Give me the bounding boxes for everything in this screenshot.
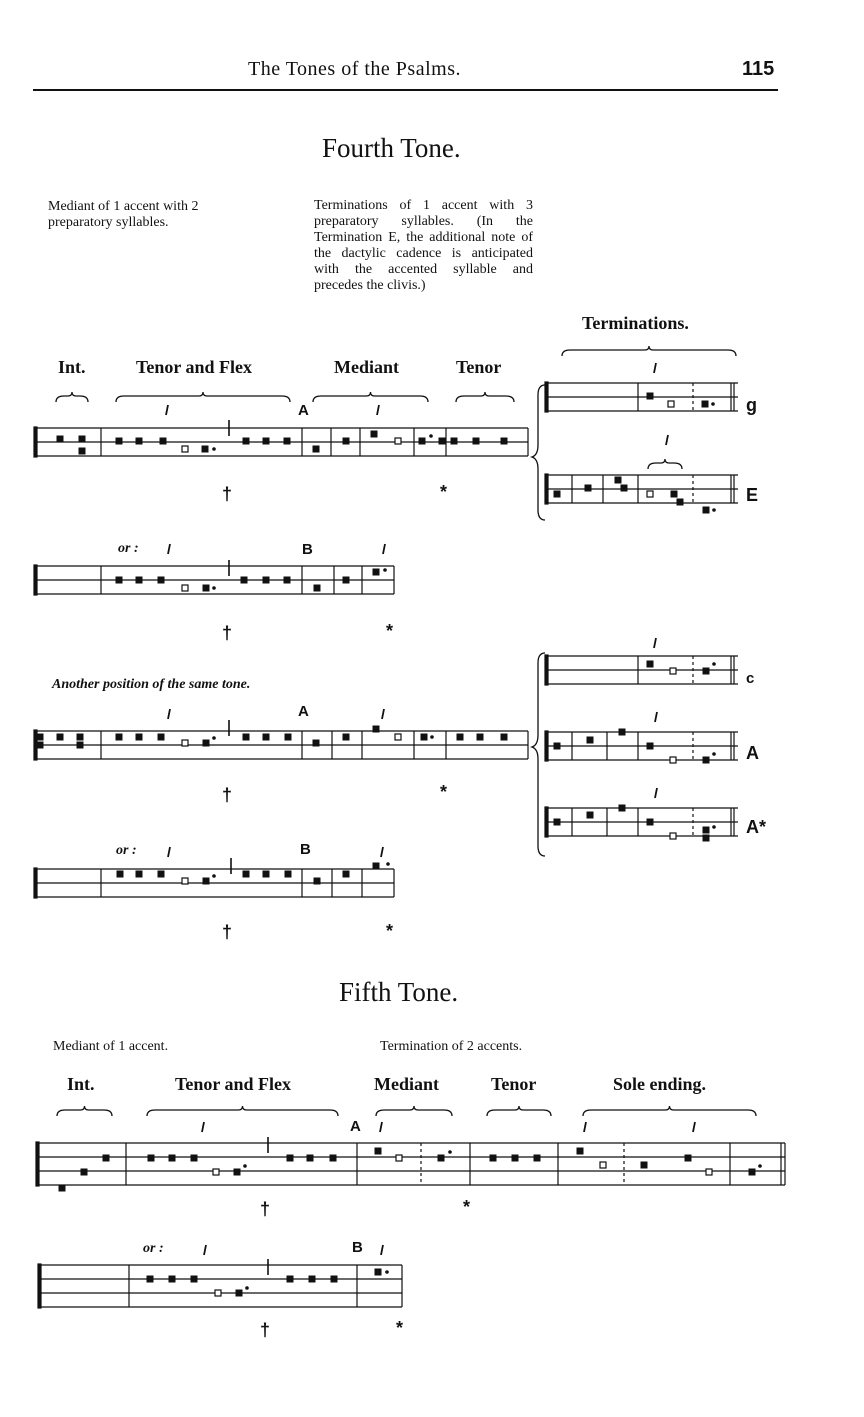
open-note: [213, 1169, 219, 1175]
fifth-asterisk-1: *: [463, 1197, 471, 1217]
termination-c: c: [746, 670, 755, 687]
open-note: [215, 1290, 221, 1296]
note: [243, 734, 249, 740]
note: [677, 499, 683, 505]
terminations-brace: [532, 385, 545, 520]
note: [202, 446, 208, 452]
bracket: [562, 346, 736, 356]
note: [59, 1185, 65, 1191]
accent-mark: [584, 1122, 586, 1132]
note: [702, 401, 708, 407]
accent-mark: [666, 435, 668, 445]
fifth-or: or :: [143, 1241, 164, 1256]
bracket: [487, 1106, 551, 1116]
open-note: [706, 1169, 712, 1175]
note: [619, 729, 625, 735]
note: [116, 577, 122, 583]
accent-mark: [654, 363, 656, 373]
clef: [34, 565, 37, 595]
note: [457, 734, 463, 740]
fourth-mediant-note-text: Mediant of 1 accent with 2 preparatory syllables.: [48, 199, 199, 230]
bracket: [313, 392, 428, 402]
note: [234, 1169, 240, 1175]
note: [749, 1169, 755, 1175]
note: [147, 1276, 153, 1282]
clef: [545, 474, 548, 504]
accent-mark: [168, 709, 170, 719]
clef: [34, 427, 37, 457]
note: [158, 577, 164, 583]
note: [263, 577, 269, 583]
open-note: [668, 401, 674, 407]
note: [263, 734, 269, 740]
note: [577, 1148, 583, 1154]
accent-mark: [202, 1122, 204, 1132]
note: [158, 734, 164, 740]
note: [307, 1155, 313, 1161]
bracket: [456, 392, 514, 402]
accent-mark: [204, 1245, 206, 1255]
note: [148, 1155, 154, 1161]
note: [263, 438, 269, 444]
dot: [213, 587, 216, 590]
accent-mark: [383, 544, 385, 554]
note: [203, 585, 209, 591]
bracket: [376, 1106, 452, 1116]
note: [203, 878, 209, 884]
fifth-marker-a: A: [350, 1118, 361, 1135]
note: [647, 819, 653, 825]
fourth-marker-a1: A: [298, 402, 309, 419]
note: [587, 737, 593, 743]
note: [419, 438, 425, 444]
fifth-mediant-note: Mediant of 1 accent.: [53, 1039, 169, 1054]
dot: [713, 753, 716, 756]
dot: [384, 569, 387, 572]
note: [203, 740, 209, 746]
fourth-int-label: Int.: [58, 357, 86, 377]
accent-mark: [655, 712, 657, 722]
dot: [386, 1271, 389, 1274]
note: [703, 827, 709, 833]
clef: [545, 655, 548, 685]
clef: [545, 807, 548, 837]
open-note: [647, 491, 653, 497]
bracket: [57, 1106, 112, 1116]
open-note: [670, 833, 676, 839]
termination-a: A: [746, 743, 759, 763]
note: [685, 1155, 691, 1161]
fifth-asterisk-2: *: [396, 1318, 404, 1338]
clef: [545, 382, 548, 412]
clef: [34, 868, 37, 898]
open-note: [670, 668, 676, 674]
note: [116, 734, 122, 740]
note: [439, 438, 445, 444]
note: [243, 871, 249, 877]
note: [371, 431, 377, 437]
fifth-dagger-2: †: [260, 1320, 271, 1340]
dot: [244, 1165, 247, 1168]
dot: [431, 736, 434, 739]
note: [191, 1276, 197, 1282]
note: [117, 871, 123, 877]
note: [103, 1155, 109, 1161]
accent-mark: [166, 405, 168, 415]
fourth-terminations-label: Terminations.: [582, 313, 689, 333]
dot: [713, 826, 716, 829]
note: [619, 805, 625, 811]
dot: [449, 1151, 452, 1154]
open-note: [670, 757, 676, 763]
page-number: 115: [742, 58, 775, 80]
note: [136, 734, 142, 740]
note: [451, 438, 457, 444]
open-note: [395, 438, 401, 444]
accent-mark: [381, 1245, 383, 1255]
note: [37, 734, 43, 740]
note: [241, 577, 247, 583]
fourth-or-1: or :: [118, 541, 139, 556]
dot: [713, 509, 716, 512]
fourth-asterisk-3: *: [440, 782, 448, 802]
open-note: [395, 734, 401, 740]
clef: [36, 1142, 39, 1186]
note: [57, 436, 63, 442]
termination-e: E: [746, 485, 759, 505]
note: [136, 871, 142, 877]
fourth-asterisk-4: *: [386, 921, 394, 941]
note: [136, 438, 142, 444]
fifth-termination-note: Termination of 2 accents.: [380, 1039, 523, 1054]
note: [554, 819, 560, 825]
note: [703, 835, 709, 841]
note: [373, 863, 379, 869]
note: [284, 438, 290, 444]
note: [587, 812, 593, 818]
note: [477, 734, 483, 740]
open-note: [182, 878, 188, 884]
fourth-asterisk-1: *: [440, 482, 448, 502]
bracket: [147, 1106, 338, 1116]
termination-g: g: [746, 395, 757, 415]
fifth-tenor-flex-label: Tenor and Flex: [175, 1074, 292, 1094]
note: [79, 436, 85, 442]
note: [647, 661, 653, 667]
dot: [712, 403, 715, 406]
note: [343, 871, 349, 877]
fourth-marker-a2: A: [298, 703, 309, 720]
dot: [213, 875, 216, 878]
fifth-tone-title: Fifth Tone.: [339, 977, 459, 1007]
fourth-or-2: or :: [116, 843, 137, 858]
note: [313, 446, 319, 452]
fifth-marker-b: B: [352, 1239, 363, 1256]
bracket: [648, 459, 682, 469]
note: [473, 438, 479, 444]
fourth-tone-title: Fourth Tone.: [322, 133, 461, 163]
dot: [246, 1287, 249, 1290]
note: [313, 740, 319, 746]
open-note: [182, 446, 188, 452]
note: [703, 507, 709, 513]
clef: [545, 731, 548, 761]
note: [314, 878, 320, 884]
note: [57, 734, 63, 740]
fourth-dagger-3: †: [222, 785, 233, 805]
bracket: [56, 392, 88, 402]
accent-mark: [168, 847, 170, 857]
note: [158, 871, 164, 877]
note: [373, 569, 379, 575]
note: [647, 743, 653, 749]
note: [554, 491, 560, 497]
note: [287, 1155, 293, 1161]
note: [331, 1276, 337, 1282]
fourth-tenor-label: Tenor: [456, 357, 502, 377]
note: [285, 871, 291, 877]
note: [343, 438, 349, 444]
fourth-asterisk-2: *: [386, 621, 394, 641]
note: [79, 448, 85, 454]
fourth-marker-b1: B: [302, 541, 313, 558]
accent-mark: [655, 788, 657, 798]
fourth-mediant-label: Mediant: [334, 357, 399, 377]
dot: [213, 448, 216, 451]
note: [671, 491, 677, 497]
fifth-dagger-1: †: [260, 1199, 271, 1219]
note: [287, 1276, 293, 1282]
note: [554, 743, 560, 749]
bracket: [583, 1106, 756, 1116]
accent-mark: [693, 1122, 695, 1132]
open-note: [182, 740, 188, 746]
clef: [38, 1264, 41, 1308]
note: [330, 1155, 336, 1161]
note: [373, 726, 379, 732]
note: [501, 734, 507, 740]
open-note: [600, 1162, 606, 1168]
note: [585, 485, 591, 491]
note: [236, 1290, 242, 1296]
dot: [713, 663, 716, 666]
note: [375, 1148, 381, 1154]
note: [314, 585, 320, 591]
termination-a-star: A*: [746, 817, 767, 837]
terminations-brace-2: [532, 653, 545, 856]
note: [263, 871, 269, 877]
note: [438, 1155, 444, 1161]
dot: [213, 737, 216, 740]
note: [641, 1162, 647, 1168]
note: [309, 1276, 315, 1282]
note: [703, 668, 709, 674]
fourth-dagger-1: †: [222, 484, 233, 504]
note: [615, 477, 621, 483]
note: [490, 1155, 496, 1161]
running-title: The Tones of the Psalms.: [248, 58, 461, 80]
note: [501, 438, 507, 444]
note: [647, 393, 653, 399]
note: [77, 742, 83, 748]
dot: [387, 863, 390, 866]
note: [703, 757, 709, 763]
note: [375, 1269, 381, 1275]
accent-mark: [381, 847, 383, 857]
accent-mark: [377, 405, 379, 415]
note: [534, 1155, 540, 1161]
accent-mark: [654, 638, 656, 648]
open-note: [396, 1155, 402, 1161]
fifth-mediant-label: Mediant: [374, 1074, 439, 1094]
note: [160, 438, 166, 444]
note: [621, 485, 627, 491]
note: [191, 1155, 197, 1161]
dot: [759, 1165, 762, 1168]
note: [512, 1155, 518, 1161]
accent-mark: [380, 1122, 382, 1132]
note: [343, 734, 349, 740]
note: [136, 577, 142, 583]
note: [37, 742, 43, 748]
note: [421, 734, 427, 740]
note: [284, 577, 290, 583]
fourth-marker-b2: B: [300, 841, 311, 858]
note: [343, 577, 349, 583]
fourth-dagger-4: †: [222, 922, 233, 942]
fifth-tenor-label: Tenor: [491, 1074, 537, 1094]
note: [169, 1276, 175, 1282]
note: [116, 438, 122, 444]
fifth-int-label: Int.: [67, 1074, 95, 1094]
accent-mark: [168, 544, 170, 554]
fourth-terminations-note: Terminations of 1 accent with 3 preparatory syllables. (In the Termination E, the additional note of the dactylic cadence is anticipated with the accented syllable and precedes the clivis.): [314, 198, 533, 293]
dot: [430, 435, 433, 438]
note: [169, 1155, 175, 1161]
note: [243, 438, 249, 444]
fourth-another-position: Another position of the same tone.: [52, 677, 251, 692]
fourth-dagger-2: †: [222, 623, 233, 643]
note: [81, 1169, 87, 1175]
note: [77, 734, 83, 740]
accent-mark: [382, 709, 384, 719]
fifth-sole-ending-label: Sole ending.: [613, 1074, 707, 1094]
open-note: [182, 585, 188, 591]
fourth-tenor-flex-label: Tenor and Flex: [136, 357, 253, 377]
note: [285, 734, 291, 740]
bracket: [116, 392, 290, 402]
